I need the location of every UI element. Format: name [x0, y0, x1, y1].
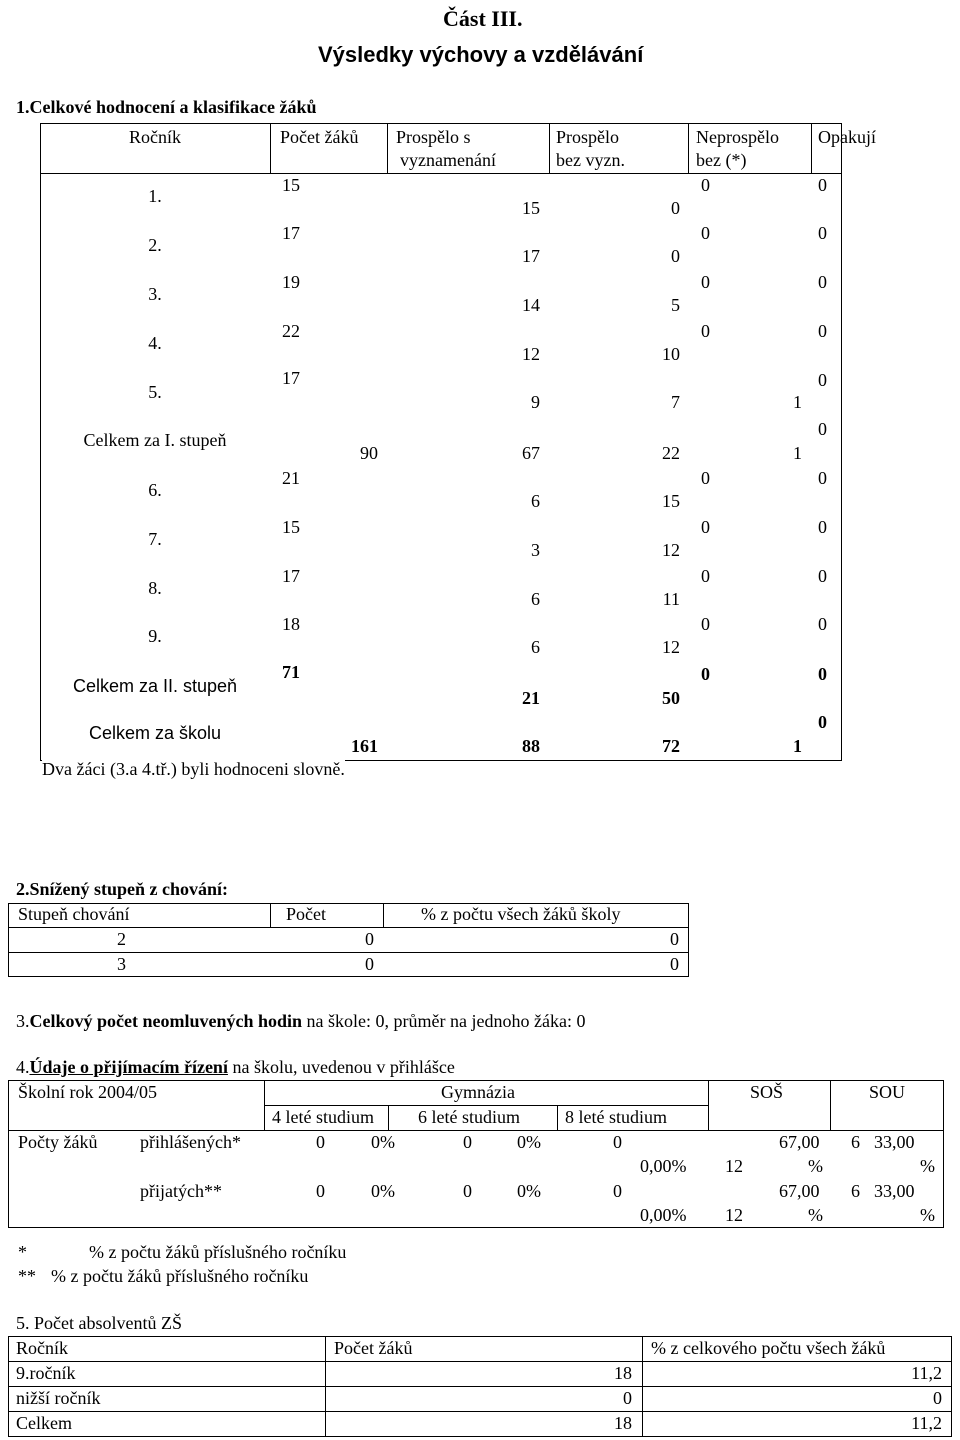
cell-nepro: 0	[701, 321, 710, 341]
row-label: 2.	[148, 235, 162, 255]
s4-header-year: Školní rok 2004/05	[18, 1082, 158, 1102]
cell-nepro: 0	[701, 517, 710, 537]
cell-opak: 0	[818, 272, 827, 292]
cell-nepro: 0	[701, 664, 710, 684]
cell-bez: 7	[671, 392, 680, 412]
cell-opak: 0	[818, 664, 827, 684]
s4-footnote-1-mark: *	[18, 1242, 27, 1262]
page-title: Výsledky výchovy a vzdělávání	[318, 42, 644, 67]
cell-stupen: 2	[117, 929, 126, 949]
s2-header-pocet: Počet	[286, 904, 326, 924]
cell-percent: 0	[670, 929, 679, 949]
cell-percent: 0	[933, 1388, 942, 1408]
cell-nepro: 0	[701, 614, 710, 634]
s1-title: 1.Celkové hodnocení a klasifikace žáků	[16, 97, 317, 117]
cell-opak: 0	[818, 517, 827, 537]
cell-percent: 0	[670, 954, 679, 974]
s3-num: 3.	[16, 1011, 30, 1031]
row-label: 5.	[148, 382, 162, 402]
cell-4: 0	[316, 1181, 325, 1201]
cell-pocet: 15	[282, 517, 300, 537]
s5-header-percent: % z celkového počtu všech žáků	[651, 1338, 886, 1358]
cell-bez: 15	[662, 491, 680, 511]
cell-vyzn: 6	[531, 589, 540, 609]
s2-header-percent: % z počtu všech žáků školy	[421, 904, 621, 924]
cell-opak: 0	[818, 175, 827, 195]
cell-bez: 12	[662, 540, 680, 560]
cell-percent: 11,2	[911, 1413, 942, 1433]
cell-bez: 50	[662, 688, 680, 708]
cell-pocet: 17	[282, 566, 300, 586]
cell-pocet: 17	[282, 368, 300, 388]
cell-8-pct: 0,00%	[640, 1205, 687, 1225]
cell-vyzn: 6	[531, 491, 540, 511]
cell-rocnik: nižší ročník	[16, 1388, 101, 1408]
s4-header-sou: SOU	[869, 1082, 906, 1102]
s3-rest: na škole: 0, průměr na jednoho žáka: 0	[302, 1011, 586, 1031]
s4-bold: Údaje o přijímacím řízení	[29, 1057, 228, 1077]
s4-counts-label: Počty žáků	[18, 1132, 98, 1152]
cell-pocet: 21	[282, 468, 300, 488]
cell-sos-pct: 67,00	[779, 1181, 820, 1201]
s4-header-8: 8 leté studium	[565, 1107, 667, 1127]
cell-4-pct: 0%	[371, 1132, 395, 1152]
s3-bold: Celkový počet neomluvených hodin	[29, 1011, 303, 1031]
cell-opak: 0	[818, 419, 827, 439]
cell-6-pct: 0%	[517, 1181, 541, 1201]
cell-vyzn: 14	[522, 295, 540, 315]
cell-nepro: 0	[701, 272, 710, 292]
cell-sos-pct-sign: %	[808, 1156, 823, 1176]
s4-num: 4.	[16, 1057, 30, 1077]
cell-4-pct: 0%	[371, 1181, 395, 1201]
cell-sos: 12	[725, 1205, 743, 1225]
s1-header-bez-1: Prospělo	[556, 127, 619, 147]
cell-sos-pct: 67,00	[779, 1132, 820, 1152]
row-label: přijatých**	[140, 1181, 222, 1201]
cell-nepro: 1	[793, 392, 802, 412]
cell-vyzn: 3	[531, 540, 540, 560]
cell-vyzn: 88	[522, 736, 540, 756]
s5-header-pocet: Počet žáků	[334, 1338, 413, 1358]
row-label: 9.	[148, 626, 162, 646]
row-label: přihlášených*	[140, 1132, 241, 1152]
cell-opak: 0	[818, 566, 827, 586]
cell-opak: 0	[818, 712, 827, 732]
cell-bez: 10	[662, 344, 680, 364]
cell-sou-pct: 33,00	[874, 1181, 915, 1201]
cell-vyzn: 6	[531, 637, 540, 657]
s4-footnote-1: % z počtu žáků příslušného ročníku	[89, 1242, 347, 1262]
s4-header-6: 6 leté studium	[418, 1107, 520, 1127]
cell-bez: 11	[662, 589, 680, 609]
cell-nepro: 1	[793, 736, 802, 756]
cell-stupen: 3	[117, 954, 126, 974]
cell-pocet: 17	[282, 223, 300, 243]
cell-bez: 5	[671, 295, 680, 315]
cell-8-pct: 0,00%	[640, 1156, 687, 1176]
cell-pocet: 71	[282, 662, 300, 682]
cell-pocet: 18	[614, 1363, 632, 1383]
cell-pocet: 19	[282, 272, 300, 292]
cell-vyzn: 17	[522, 246, 540, 266]
cell-opak: 0	[818, 468, 827, 488]
cell-sou: 6	[851, 1132, 860, 1152]
cell-opak: 0	[818, 614, 827, 634]
cell-6: 0	[463, 1181, 472, 1201]
cell-vyzn: 21	[522, 688, 540, 708]
s2-title: 2.Snížený stupeň z chování:	[16, 879, 229, 899]
s1-header-nepro-1: Neprospělo	[696, 127, 779, 147]
cell-bez: 22	[662, 443, 680, 463]
cell-pocet: 0	[365, 929, 374, 949]
s2-header-stupen: Stupeň chování	[18, 904, 130, 924]
s4-rest: na školu, uvedenou v přihlášce	[227, 1057, 455, 1077]
s1-header-rocnik: Ročník	[129, 127, 181, 147]
s1-header-bez-2: bez vyzn.	[556, 150, 625, 170]
s5-header-rocnik: Ročník	[16, 1338, 68, 1358]
cell-pocet: 0	[365, 954, 374, 974]
s1-header-vyzn-2: vyznamenání	[400, 150, 496, 170]
cell-nepro: 0	[701, 566, 710, 586]
cell-bez: 0	[671, 246, 680, 266]
cell-sou: 6	[851, 1181, 860, 1201]
cell-sos: 12	[725, 1156, 743, 1176]
cell-nepro: 0	[701, 175, 710, 195]
cell-vyzn: 15	[522, 198, 540, 218]
s5-title: 5. Počet absolventů ZŠ	[16, 1313, 182, 1333]
row-label: 8.	[148, 578, 162, 598]
cell-pocet: 18	[282, 614, 300, 634]
cell-6: 0	[463, 1132, 472, 1152]
cell-nepro: 0	[701, 223, 710, 243]
row-label: 1.	[148, 186, 162, 206]
row-label: Celkem za I. stupeň	[83, 430, 227, 450]
s1-header-vyzn-1: Prospělo s	[396, 127, 471, 147]
cell-8: 0	[613, 1181, 622, 1201]
s1-header-opak: Opakují	[818, 127, 876, 147]
cell-pocet: 161	[351, 736, 378, 756]
s4-header-4: 4 leté studium	[272, 1107, 374, 1127]
cell-rocnik: 9.ročník	[16, 1363, 76, 1383]
s3-text	[16, 1011, 585, 1032]
cell-pocet: 22	[282, 321, 300, 341]
row-label: 7.	[148, 529, 162, 549]
s1-note: Dva žáci (3.a 4.tř.) byli hodnoceni slovně.	[42, 759, 345, 779]
cell-vyzn: 12	[522, 344, 540, 364]
cell-sou-pct-sign: %	[920, 1205, 935, 1225]
s1-header-pocet: Počet žáků	[280, 127, 359, 147]
cell-opak: 0	[818, 370, 827, 390]
part-title: Část III.	[443, 6, 523, 31]
cell-bez: 12	[662, 637, 680, 657]
cell-pocet: 15	[282, 175, 300, 195]
row-label: 3.	[148, 284, 162, 304]
cell-pocet: 90	[360, 443, 378, 463]
cell-nepro: 1	[793, 443, 802, 463]
cell-rocnik: Celkem	[16, 1413, 72, 1433]
cell-pocet: 18	[614, 1413, 632, 1433]
s4-title	[16, 1057, 455, 1078]
cell-nepro: 0	[701, 468, 710, 488]
cell-sou-pct: 33,00	[874, 1132, 915, 1152]
cell-bez: 0	[671, 198, 680, 218]
cell-pocet: 0	[623, 1388, 632, 1408]
row-label: 4.	[148, 333, 162, 353]
cell-bez: 72	[662, 736, 680, 756]
row-label: Celkem za II. stupeň	[72, 676, 238, 696]
cell-8: 0	[613, 1132, 622, 1152]
cell-opak: 0	[818, 223, 827, 243]
cell-vyzn: 9	[531, 392, 540, 412]
row-label: Celkem za školu	[88, 723, 222, 743]
cell-percent: 11,2	[911, 1363, 942, 1383]
cell-6-pct: 0%	[517, 1132, 541, 1152]
s4-header-sos: SOŠ	[750, 1082, 784, 1102]
row-label: 6.	[148, 480, 162, 500]
cell-sou-pct-sign: %	[920, 1156, 935, 1176]
s4-footnote-2-mark: **	[18, 1266, 36, 1286]
cell-4: 0	[316, 1132, 325, 1152]
cell-vyzn: 67	[522, 443, 540, 463]
cell-opak: 0	[818, 321, 827, 341]
s4-footnote-2: % z počtu žáků příslušného ročníku	[51, 1266, 309, 1286]
s1-header-nepro-2: bez (*)	[696, 150, 747, 170]
s4-header-gym: Gymnázia	[441, 1082, 515, 1102]
cell-sos-pct-sign: %	[808, 1205, 823, 1225]
